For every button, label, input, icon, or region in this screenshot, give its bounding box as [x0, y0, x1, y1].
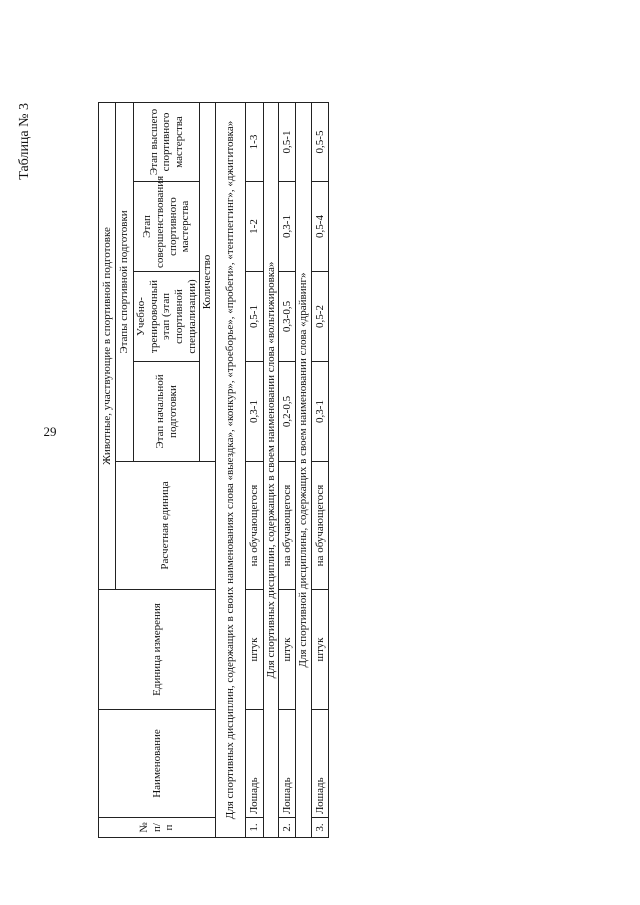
- header-animals-group: Животные, участвующие в спортивной подготовке: [99, 102, 116, 589]
- row-calc-unit: на обучающегося: [245, 462, 263, 590]
- header-stage-improvement: Этап совершенствования спортивного мастерства: [134, 182, 200, 272]
- header-stage-training: Учебно-тренировочный этап (этап спортивной специализации): [134, 272, 200, 362]
- header-num: № п/п: [99, 818, 216, 838]
- row-unit: штук: [245, 590, 263, 710]
- row-value-improvement: 0,3-1: [279, 182, 296, 272]
- row-value-training: 0,5-2: [312, 272, 329, 362]
- row-value-training: 0,5-1: [245, 272, 263, 362]
- header-quantity: Количество: [200, 102, 216, 461]
- table-title: Таблица № 3: [17, 103, 32, 180]
- row-value-improvement: 0,5-4: [312, 182, 329, 272]
- row-value-training: 0,3-0,5: [279, 272, 296, 362]
- row-name: Лошадь: [279, 710, 296, 818]
- table-row: [279, 102, 296, 837]
- row-value-initial: 0,3-1: [312, 362, 329, 462]
- row-value-initial: 0,3-1: [245, 362, 263, 462]
- row-name: Лошадь: [245, 710, 263, 818]
- row-value-highest: 0,5-1: [279, 102, 296, 181]
- section-title-1: Для спортивных дисциплин, содержащих в своих наименованиях слова «выездка», «конкур», «троеборье», «пробеги», «тентпеггинг», «джигитовка»: [215, 102, 245, 837]
- section-title-3: Для спортивной дисциплины, содержащих в своем наименовании слова «драйвинг»: [296, 102, 312, 837]
- page-number: 29: [43, 424, 57, 439]
- section-title-2: Для спортивных дисциплин, содержащих в своем наименовании слова «вольтижировка»: [263, 102, 279, 837]
- table-row: [312, 102, 329, 837]
- row-unit: штук: [312, 590, 329, 710]
- row-calc-unit: на обучающегося: [279, 462, 296, 590]
- row-value-initial: 0,2-0,5: [279, 362, 296, 462]
- equipment-table: [98, 102, 329, 838]
- row-unit: штук: [279, 590, 296, 710]
- table-row: [245, 102, 263, 837]
- header-name: Наименование: [99, 710, 216, 818]
- row-value-highest: 0,5-5: [312, 102, 329, 181]
- header-stages-group: Этапы спортивной подготовки: [116, 102, 134, 461]
- row-calc-unit: на обучающегося: [312, 462, 329, 590]
- row-name: Лошадь: [312, 710, 329, 818]
- row-num: 2.: [279, 818, 296, 838]
- header-stage-highest: Этап высшего спортивного мастерства: [134, 102, 200, 181]
- header-calc-unit: Расчетная единица: [116, 462, 216, 590]
- row-num: 3.: [312, 818, 329, 838]
- row-value-highest: 1-3: [245, 102, 263, 181]
- header-unit: Единица измерения: [99, 590, 216, 710]
- header-stage-initial: Этап начальной подготовки: [134, 362, 200, 462]
- row-value-improvement: 1-2: [245, 182, 263, 272]
- row-num: 1.: [245, 818, 263, 838]
